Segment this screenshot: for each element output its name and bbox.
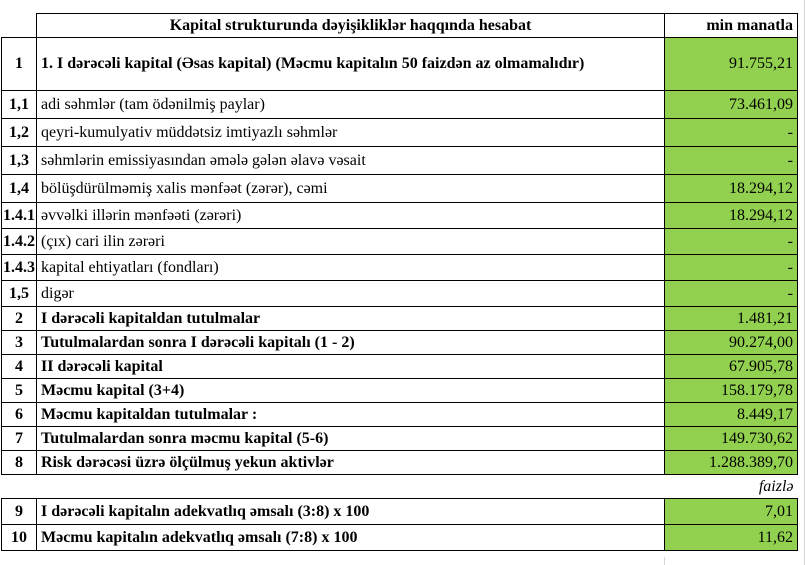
value-cell[interactable]: 1.288.389,70 (665, 451, 798, 475)
separator-row (2, 475, 798, 499)
table-row (2, 175, 798, 203)
table-row (2, 403, 798, 427)
value-cell[interactable]: 90.274,00 (665, 331, 798, 355)
value-cell[interactable]: 67.905,78 (665, 355, 798, 379)
row-number-cell[interactable]: 8 (2, 451, 37, 475)
row-number-cell[interactable]: 1,2 (2, 119, 37, 147)
row-number-cell[interactable]: 6 (2, 403, 37, 427)
value-cell[interactable]: - (665, 281, 798, 307)
value-cell[interactable]: 1.481,21 (665, 307, 798, 331)
row-number-cell[interactable]: 1,5 (2, 281, 37, 307)
row-number-cell[interactable]: 4 (2, 355, 37, 379)
row-number-cell[interactable]: 3 (2, 331, 37, 355)
description-cell[interactable]: Məcmu kapitalın adekvatlıq əmsalı (7:8) x 100 (37, 525, 665, 551)
description-cell[interactable]: I dərəcəli kapitalın adekvatlıq əmsalı (3:8) x 100 (37, 499, 665, 525)
value-cell[interactable]: - (665, 229, 798, 255)
description-cell[interactable]: digər (37, 281, 665, 307)
table-row (2, 451, 798, 475)
row-number-cell[interactable]: 1 (2, 38, 37, 91)
sheet-gridline (804, 0, 805, 565)
description-cell[interactable]: kapital ehtiyatları (fondları) (37, 255, 665, 281)
value-cell[interactable]: 11,62 (665, 525, 798, 551)
table-header-row (2, 14, 798, 38)
value-cell[interactable]: 73.461,09 (665, 91, 798, 119)
row-number-cell[interactable]: 1,3 (2, 147, 37, 175)
unit-label-min-manatla: min manatla (665, 14, 798, 38)
value-cell[interactable]: - (665, 119, 798, 147)
row-number-cell[interactable]: 1,4 (2, 175, 37, 203)
table-row (2, 355, 798, 379)
description-cell[interactable]: əvvəlki illərin mənfəəti (zərəri) (37, 203, 665, 229)
table-row (2, 331, 798, 355)
value-cell[interactable]: 149.730,62 (665, 427, 798, 451)
table-row (2, 229, 798, 255)
description-cell[interactable]: Məcmu kapital (3+4) (37, 379, 665, 403)
row-number-cell[interactable]: 7 (2, 427, 37, 451)
separator-empty-cell (37, 475, 665, 499)
description-cell[interactable]: bölüşdürülməmiş xalis mənfəət (zərər), cəmi (37, 175, 665, 203)
table-row (2, 91, 798, 119)
description-cell[interactable]: 1. I dərəcəli kapital (Əsas kapital) (Məcmu kapitalın 50 faizdən az olmamalıdır) (37, 38, 665, 91)
row-number-cell[interactable]: 1,1 (2, 91, 37, 119)
description-cell[interactable]: Tutulmalardan sonra məcmu kapital (5-6) (37, 427, 665, 451)
row-number-cell[interactable]: 2 (2, 307, 37, 331)
table-row (2, 119, 798, 147)
value-cell[interactable]: 18.294,12 (665, 203, 798, 229)
corner-cell (2, 14, 37, 38)
table-row (2, 281, 798, 307)
row-number-cell[interactable]: 1.4.2 (2, 229, 37, 255)
row-number-cell[interactable]: 5 (2, 379, 37, 403)
row-number-cell[interactable]: 1.4.3 (2, 255, 37, 281)
description-cell[interactable]: Məcmu kapitaldan tutulmalar : (37, 403, 665, 427)
table-row (2, 525, 798, 551)
description-cell[interactable]: Tutulmalardan sonra I dərəcəli kapitalı (1 - 2) (37, 331, 665, 355)
row-number-cell[interactable]: 1.4.1 (2, 203, 37, 229)
description-cell[interactable]: adi səhmlər (tam ödənilmiş paylar) (37, 91, 665, 119)
table-row (2, 307, 798, 331)
table-row (2, 203, 798, 229)
description-cell[interactable]: qeyri-kumulyativ müddətsiz imtiyazlı səhmlər (37, 119, 665, 147)
description-cell[interactable]: Risk dərəcəsi üzrə ölçülmuş yekun aktivlər (37, 451, 665, 475)
description-cell[interactable]: II dərəcəli kapital (37, 355, 665, 379)
table-row (2, 499, 798, 525)
value-cell[interactable]: 18.294,12 (665, 175, 798, 203)
value-cell[interactable]: 7,01 (665, 499, 798, 525)
row-number-cell[interactable]: 10 (2, 525, 37, 551)
separator-empty-cell (2, 475, 37, 499)
table-row (2, 38, 798, 91)
description-cell[interactable]: səhmlərin emissiyasından əmələ gələn əlavə vəsait (37, 147, 665, 175)
table-row (2, 379, 798, 403)
description-cell[interactable]: (çıx) cari ilin zərəri (37, 229, 665, 255)
row-number-cell[interactable]: 9 (2, 499, 37, 525)
unit-label-faizle: faizlə (665, 475, 798, 499)
value-cell[interactable]: - (665, 255, 798, 281)
value-cell[interactable]: 158.179,78 (665, 379, 798, 403)
value-cell[interactable]: 8.449,17 (665, 403, 798, 427)
capital-structure-table (1, 13, 798, 551)
value-cell[interactable]: 91.755,21 (665, 38, 798, 91)
description-cell[interactable]: I dərəcəli kapitaldan tutulmalar (37, 307, 665, 331)
report-title: Kapital strukturunda dəyişikliklər haqqında hesabat (37, 14, 665, 38)
sheet-gridline (664, 557, 665, 565)
value-cell[interactable]: - (665, 147, 798, 175)
table-row (2, 147, 798, 175)
table-row (2, 255, 798, 281)
table-row (2, 427, 798, 451)
